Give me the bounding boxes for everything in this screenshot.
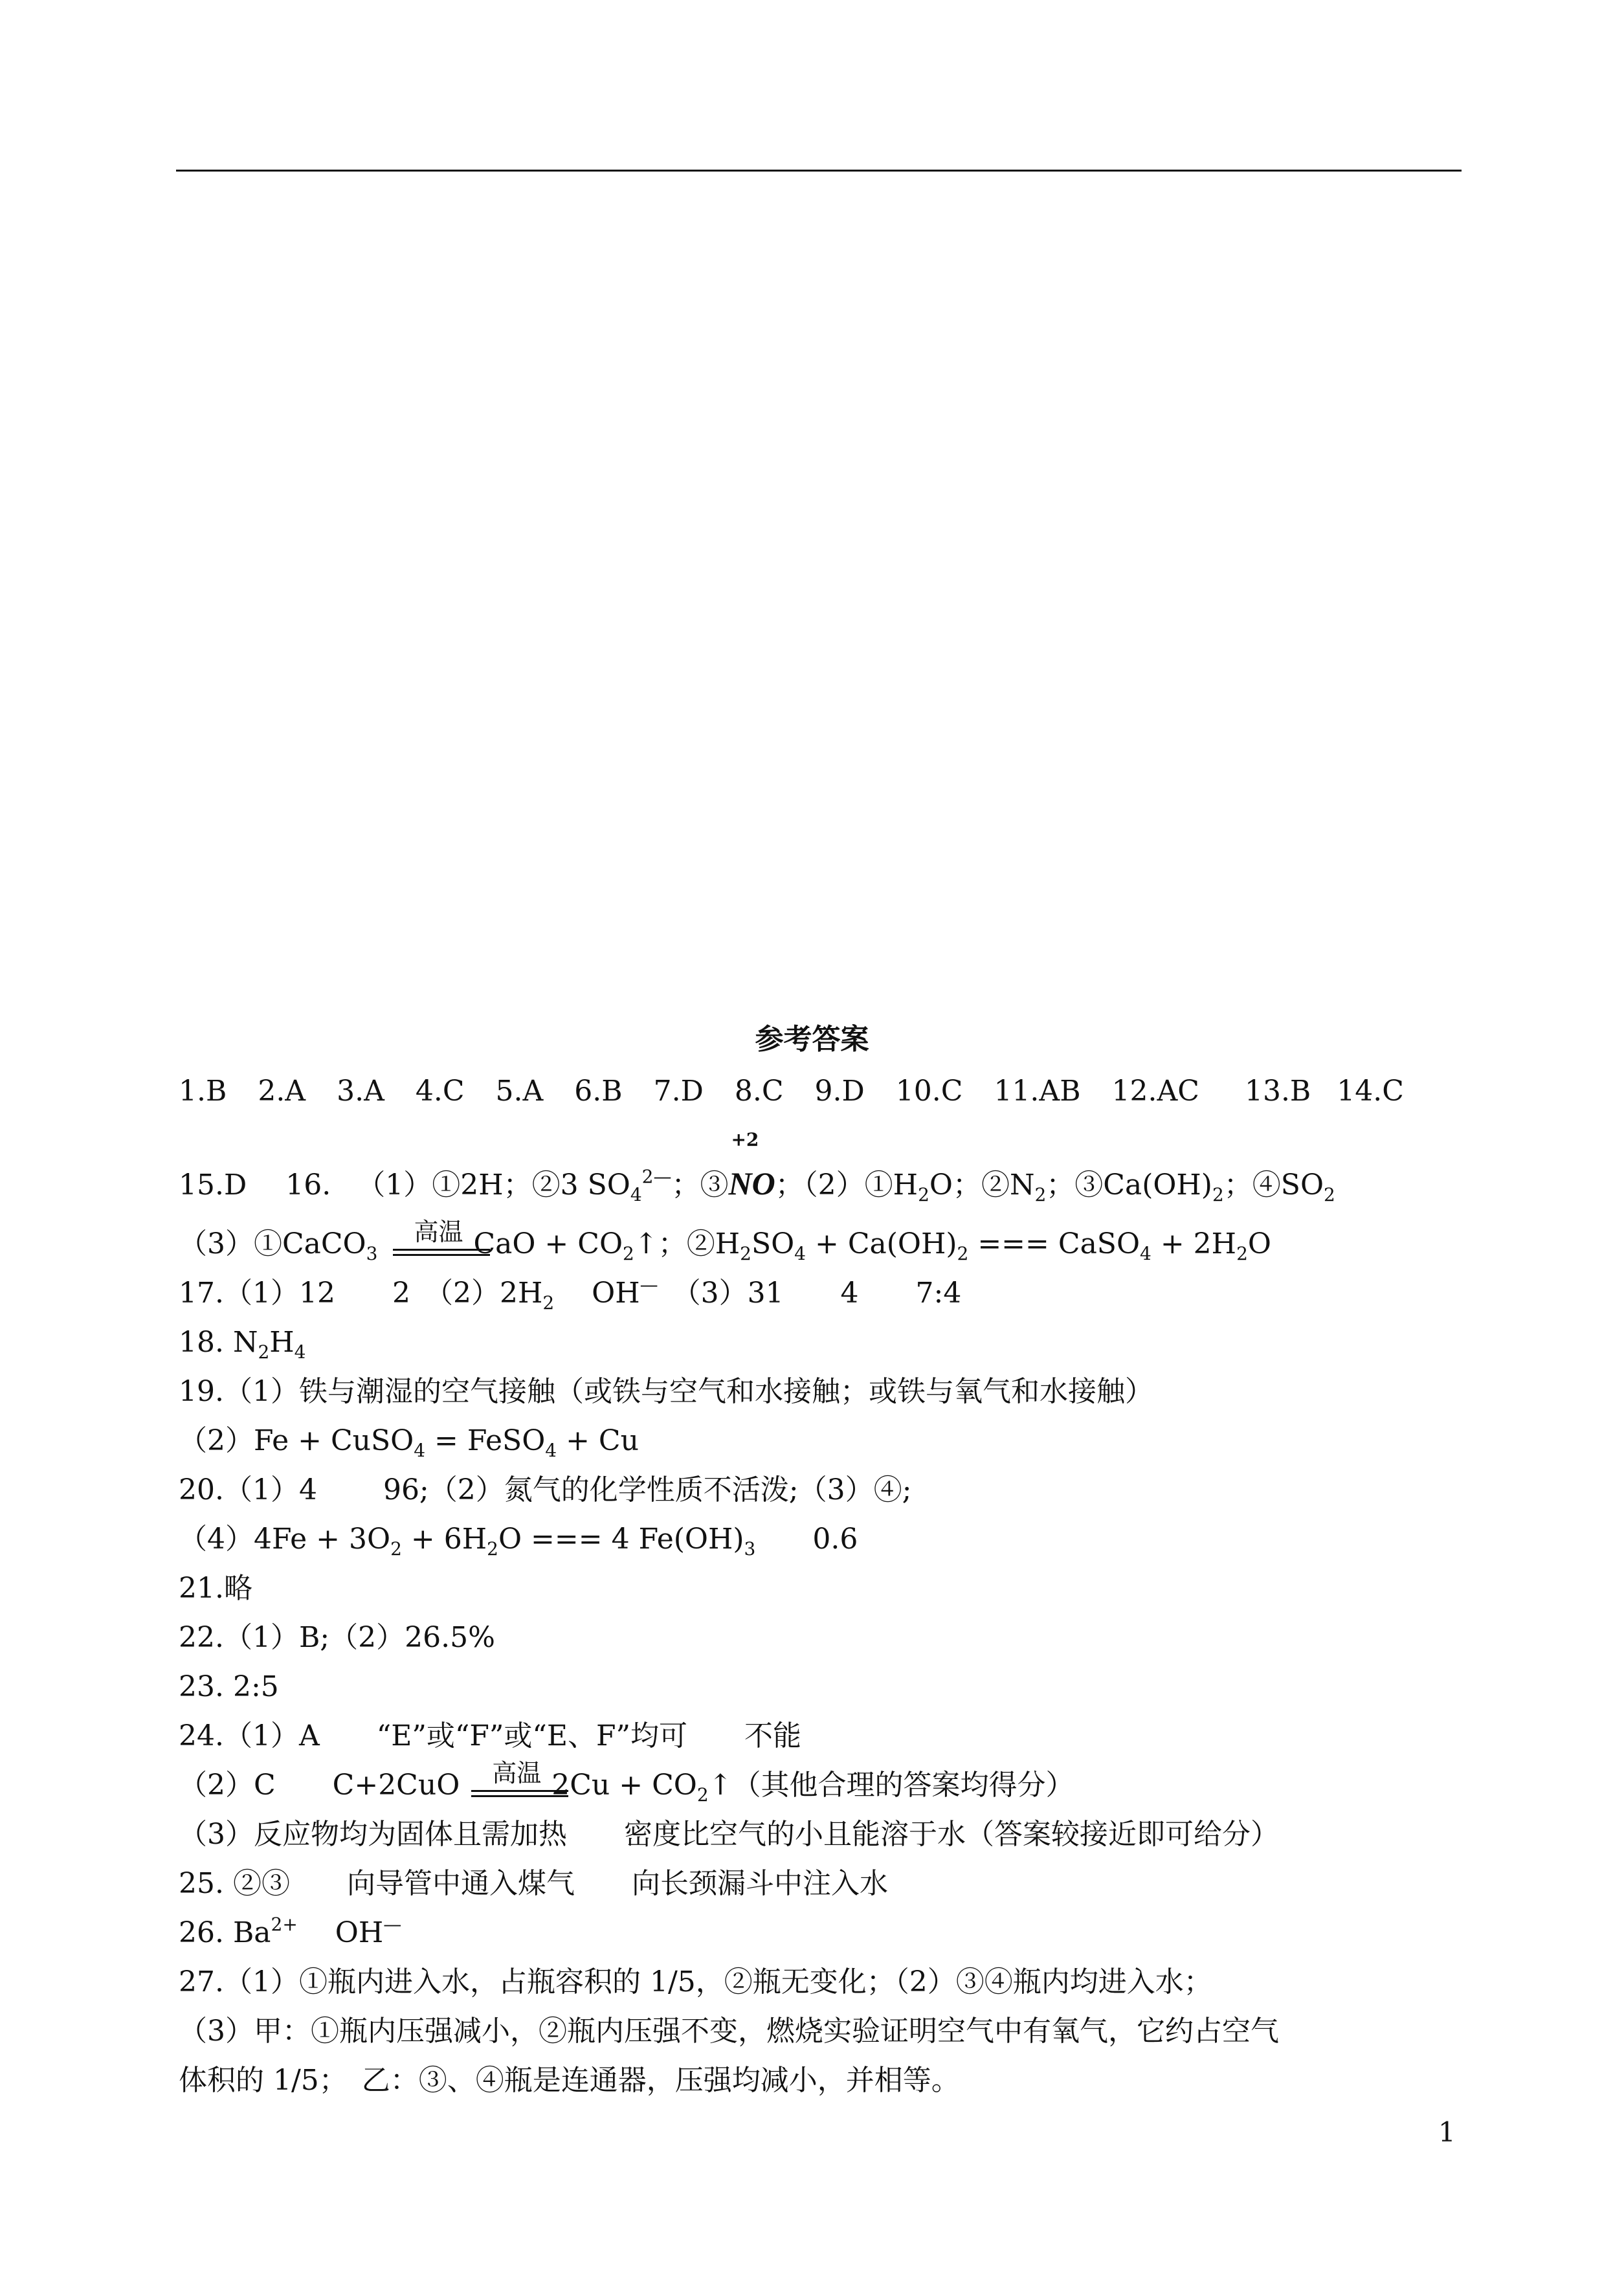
answer-24-1: 24.（1）A “E”或“F”或“E、F”均可 不能: [179, 1719, 802, 1752]
answer-3: 3.A: [337, 1075, 384, 1108]
sub: 4: [414, 1440, 426, 1461]
q16-part4: O；②N: [929, 1169, 1035, 1202]
page-title: 参考答案: [755, 1023, 869, 1056]
q19-part3: + Cu: [557, 1424, 639, 1457]
answer-15-16: [179, 1129, 1335, 1210]
answer-7: 7.D: [653, 1075, 704, 1108]
q19-part1: （2）Fe + CuSO: [179, 1424, 414, 1457]
sub: 3: [366, 1243, 378, 1264]
sub: 2: [696, 1784, 709, 1806]
q17-part3: （3）31 4 7:4: [658, 1277, 962, 1310]
q24-part2: 2Cu + CO: [551, 1769, 697, 1802]
q18-part2: H: [269, 1326, 295, 1359]
answer-2: 2.A: [258, 1075, 306, 1108]
q16-part5: ；③Ca(OH): [1046, 1169, 1212, 1202]
q16-3-part6: === CaSO: [968, 1227, 1140, 1260]
condition-label: 高温: [492, 1758, 542, 1787]
answer-16-3: [179, 1217, 1271, 1269]
answer-24-2: [179, 1758, 1074, 1810]
answer-17: [179, 1269, 961, 1318]
sub: 2: [1236, 1243, 1248, 1264]
answer-19-1: 19.（1）铁与潮湿的空气接触（或铁与空气和水接触；或铁与氧气和水接触）: [179, 1375, 1153, 1408]
page-number: 1: [1438, 2116, 1456, 2148]
sub: 4: [630, 1184, 642, 1205]
answers-1-14: [179, 1067, 1404, 1116]
answer-12: 12.AC: [1111, 1075, 1199, 1108]
answer-14: 14.C: [1337, 1075, 1404, 1108]
q17-part1: 17.（1）12 2 （2）2H: [179, 1277, 543, 1310]
sub: 4: [545, 1440, 557, 1461]
q19-part2: = FeSO: [425, 1424, 546, 1457]
answer-4: 4.C: [415, 1075, 465, 1108]
q24-part3: ↑（其他合理的答案均得分）: [708, 1769, 1074, 1802]
answer-20-4: [179, 1515, 858, 1564]
sub: 2: [1212, 1184, 1224, 1205]
answer-27-1: 27.（1）①瓶内进入水，占瓶容积的 1/5，②瓶无变化；（2）③④瓶内均进入水；: [179, 1965, 1212, 1998]
q16-part6: ；④SO: [1223, 1169, 1324, 1202]
answer-11: 11.AB: [994, 1075, 1081, 1108]
answer-25: 25. ②③ 向导管中通入煤气 向长颈漏斗中注入水: [179, 1867, 888, 1900]
condition-label: 高温: [414, 1217, 463, 1246]
answer-21: 21.略: [179, 1572, 252, 1605]
reaction-condition-arrow: [393, 1217, 490, 1266]
answer-1: 1.B: [179, 1075, 227, 1108]
q26-part2: OH: [297, 1916, 384, 1949]
sub: 2: [957, 1243, 969, 1264]
q20-part2: + 6H: [401, 1523, 487, 1556]
sub: 2: [542, 1292, 555, 1314]
sub: 2: [918, 1184, 929, 1205]
sub: 2: [1324, 1184, 1335, 1205]
q17-part2: OH: [554, 1277, 640, 1310]
answer-27-3-cont: 体积的 1/5； 乙：③、④瓶是连通器，压强均减小，并相等。: [179, 2064, 960, 2097]
answer-9: 9.D: [814, 1075, 865, 1108]
answer-8: 8.C: [734, 1075, 784, 1108]
sub: 2: [1034, 1184, 1047, 1205]
answer-18: [179, 1318, 306, 1367]
answer-24-3: （3）反应物均为固体且需加热 密度比空气的小且能溶于水（答案较接近即可给分）: [179, 1818, 1279, 1851]
answer-5: 5.A: [495, 1075, 544, 1108]
sub: 3: [744, 1538, 756, 1560]
header-rule: [176, 170, 1462, 172]
answer-20-1: 20.（1）4 96;（2）氮气的化学性质不活泼;（3）④;: [179, 1473, 912, 1506]
valence-mark: +2: [731, 1129, 759, 1150]
sub: 2: [623, 1243, 634, 1264]
answer-6: 6.B: [574, 1075, 623, 1108]
q20-part3: O === 4 Fe(OH): [498, 1523, 744, 1556]
q16-3-part5: + Ca(OH): [805, 1227, 957, 1260]
q18-part1: 18. N: [179, 1326, 258, 1359]
answer-26: [179, 1908, 401, 1958]
q24-part1: （2）C C+2CuO: [179, 1769, 469, 1802]
q16-part1: （1）①2H；②3 SO: [357, 1169, 630, 1202]
sub: 2: [487, 1538, 498, 1560]
answer-13: 13.B: [1244, 1075, 1311, 1108]
answer-23: 23. 2:5: [179, 1670, 279, 1703]
sup: 2—: [641, 1166, 672, 1187]
q16-3-part1: （3）①CaCO: [179, 1227, 366, 1260]
reaction-condition-arrow: [471, 1758, 568, 1807]
q16-3-part3: ↑；②H: [634, 1227, 740, 1260]
sub: 4: [794, 1243, 806, 1264]
q20-part1: （4）4Fe + 3O: [179, 1523, 391, 1556]
q16-3-part7: + 2H: [1151, 1227, 1237, 1260]
q16-part3: ；（2）①H: [775, 1169, 918, 1202]
sup: 2+: [271, 1914, 298, 1935]
sub: 4: [1140, 1243, 1151, 1264]
q20-part4: 0.6: [755, 1523, 858, 1556]
sub: 2: [258, 1341, 270, 1363]
q16-part2: ；③: [671, 1169, 729, 1202]
sub: 4: [294, 1341, 306, 1363]
answer-19-2: [179, 1416, 639, 1466]
sub: 2: [390, 1538, 402, 1560]
sup: —: [640, 1274, 658, 1295]
q16-3-part2: CaO + CO: [473, 1227, 623, 1260]
q16-label: 16.: [285, 1169, 331, 1202]
answer-10: 10.C: [895, 1075, 963, 1108]
q16-3-part4: SO: [751, 1227, 795, 1260]
q16-3-part8: O: [1247, 1227, 1271, 1260]
nitrogen-monoxide-formula: [728, 1129, 775, 1208]
answer-27-3: （3）甲：①瓶内压强减小，②瓶内压强不变，燃烧实验证明空气中有氧气，它约占空气: [179, 2015, 1279, 2048]
no-text: NO: [728, 1165, 775, 1202]
answer-22: 22.（1）B;（2）26.5%: [179, 1621, 495, 1654]
answer-15: 15.D: [179, 1169, 247, 1202]
sub: 2: [740, 1243, 751, 1264]
q26-part1: 26. Ba: [179, 1916, 271, 1949]
sup: —: [383, 1914, 402, 1935]
